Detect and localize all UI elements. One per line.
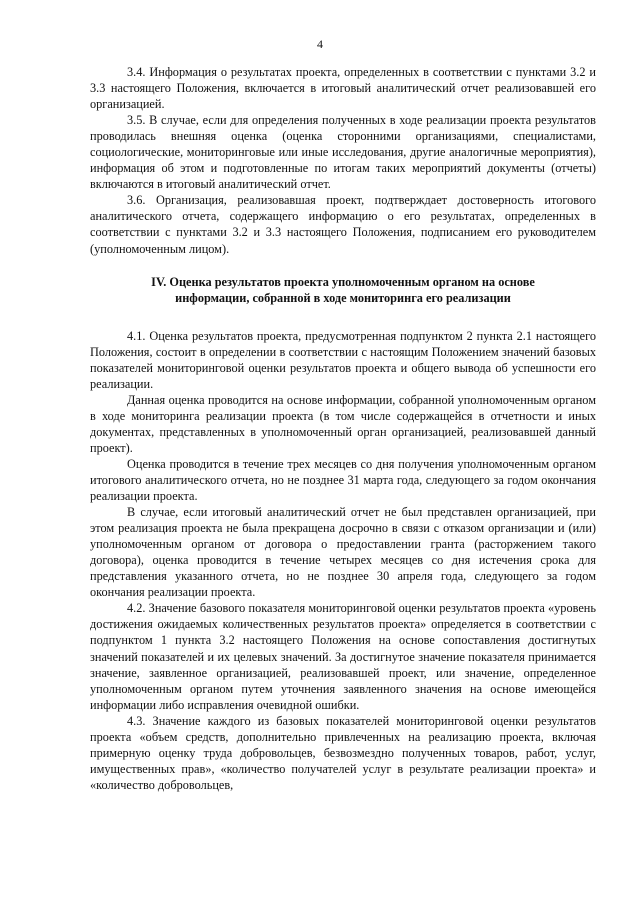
paragraph-3-4: 3.4. Информация о результатах проекта, определенных в соответствии с пунктами 3.2 и 3.3 настоящего Положения, включается в итоговый аналитический отчет реализовавшей его организацией.: [90, 65, 596, 112]
paragraph-assessment-timing: Оценка проводится в течение трех месяцев со дня получения уполномоченным органом итогового аналитического отчета, но не позднее 31 марта года, следующего за годом окончания реализации проекта.: [90, 456, 596, 504]
document-body: [90, 64, 596, 793]
paragraph-3-5: 3.5. В случае, если для определения полученных в ходе реализации проекта результатов проводилась внешняя оценка (оценка сторонними организациями, специалистами, социологические, мониторинговые или иные исследования, другие аналогичные мероприятия), информация об этом и подготовленные по итогам таких мероприятий документы (отчеты) включаются в итоговый аналитический отчет.: [90, 113, 596, 192]
paragraph-no-report-case: В случае, если итоговый аналитический отчет не был представлен организацией, при этом реализация проекта не была прекращена досрочно в связи с отказом организации и (или) уполномоченным органом от договора о предоставлении гранта (расторжением такого договора), оценка проводится в течение четырех месяцев со дня истечения срока для представления указанного отчета, но не позднее 30 апреля года, следующего за годом окончания реализации проекта.: [90, 505, 596, 600]
paragraph-4-1: 4.1. Оценка результатов проекта, предусмотренная подпунктом 2 пункта 2.1 настоящего Положения, состоит в определении в соответствии с настоящим Положением значений базовых показателей мониторинговой оценки результатов проекта и общего вывода об успешности его реализации.: [90, 328, 596, 391]
section-heading-line-2: информации, собранной в ходе мониторинга его реализации: [175, 290, 511, 305]
page-number: 4: [317, 37, 323, 51]
paragraph-4-3: 4.3. Значение каждого из базовых показателей мониторинговой оценки результатов проекта «объем средств, дополнительно привлеченных на реализацию проекта, включая примерную оценку труда добровольцев, безвозмездно полученных товаров, работ, услуг, имущественных прав», «количество получателей услуг в результате реализации проекта» и «количество добровольцев,: [90, 713, 596, 792]
paragraph-4-2: 4.2. Значение базового показателя мониторинговой оценки результатов проекта «уровень достижения ожидаемых количественных результатов проекта» определяется в соответствии с подпунктом 1 пункта 3.2 настоящего Положения на основе сопоставления достигнутых значений показателей и их целевых значений. За достигнутое значение показателя принимается значение, заявленное организацией, реализовавшей проект, или значение, определенное уполномоченным органом путем уточнения заявленного значения на основе имеющейся информации либо исправления очевидной ошибки.: [90, 601, 596, 712]
section-heading: [100, 274, 586, 306]
paragraph-assessment-basis: Данная оценка проводится на основе информации, собранной уполномоченным органом в ходе мониторинга реализации проекта (в том числе содержащейся в отчетности и иных документах, представленных в уполномоченный орган организацией, реализовавшей данный проект).: [90, 392, 596, 455]
section-heading-line-1: IV. Оценка результатов проекта уполномоченным органом на основе: [151, 274, 535, 289]
paragraph-3-6: 3.6. Организация, реализовавшая проект, подтверждает достоверность итогового аналитического отчета, содержащего информацию о его результатах, определенных в соответствии с пунктами 3.2 и 3.3 настоящего Положения, подписанием его руководителем (уполномоченным лицом).: [90, 193, 596, 256]
